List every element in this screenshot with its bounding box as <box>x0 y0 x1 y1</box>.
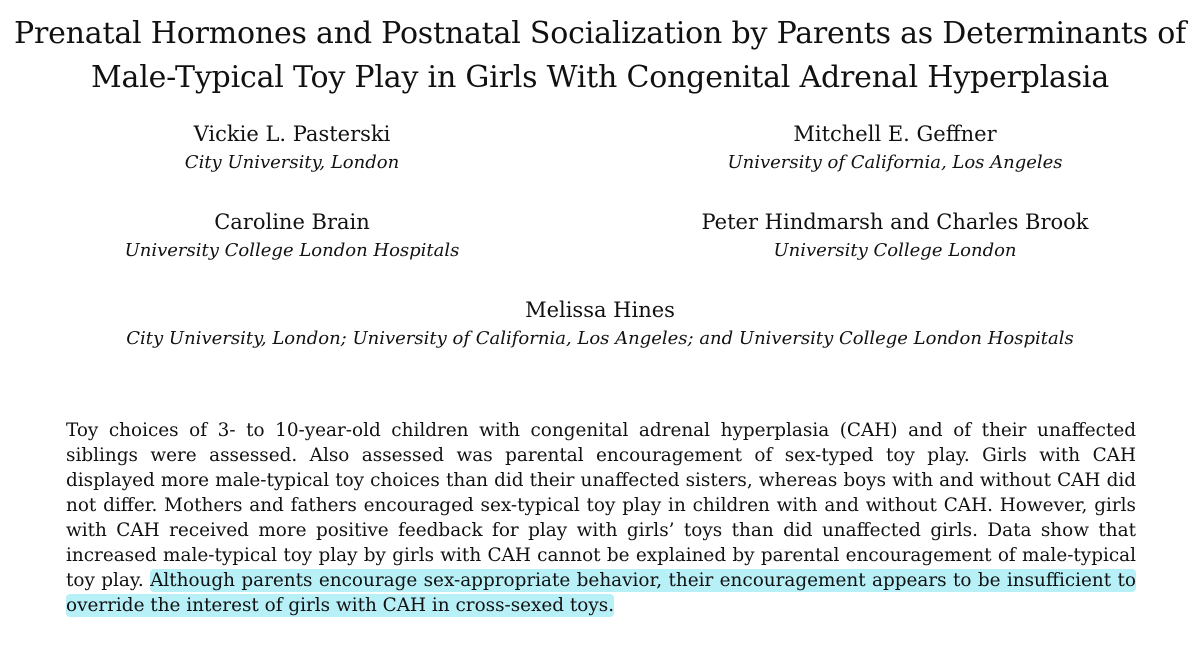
author-name: Melissa Hines <box>525 298 675 322</box>
author-block-geffner <box>655 119 1135 177</box>
author-name: Peter Hindmarsh and Charles Brook <box>701 210 1089 234</box>
author-name: Vickie L. Pasterski <box>193 122 391 146</box>
paper-title <box>0 12 1200 100</box>
abstract-highlighted-text[interactable]: Although parents encourage sex-appropriate behavior, their encouragement appears to be insufficient to override the interest of girls with CAH in cross-sexed toys. <box>66 570 1136 616</box>
paper-title-line-1: Prenatal Hormones and Postnatal Socialization by Parents as Determinants of <box>13 16 1186 51</box>
author-affiliation: University College London Hospitals <box>124 240 460 261</box>
author-affiliation: City University, London <box>184 152 400 173</box>
author-block-pasterski <box>52 119 532 177</box>
author-affiliation: University of California, Los Angeles <box>727 152 1063 173</box>
author-name: Mitchell E. Geffner <box>793 122 997 146</box>
author-affiliation: City University, London; University of California, Los Angeles; and University College London Hospitals <box>126 328 1074 349</box>
author-name: Caroline Brain <box>214 210 370 234</box>
author-block-hines <box>0 295 1200 353</box>
abstract-text: Toy choices of 3- to 10-year-old children with congenital adrenal hyperplasia (CAH) and of their unaffected siblings were assessed. Also assessed was parental encouragement of sex-typed toy play. Girls with CAH displayed more male-typical toy choices than did their unaffected sisters, whereas boys with and without CAH did not differ. Mothers and fathers encouraged sex-typical toy play in children with and without CAH. However, girls with CAH received more positive feedback for play with girls’ toys than did unaffected girls. Data show that increased male-typical toy play by girls with CAH cannot be explained by parental encouragement of male-typical toy play. <box>66 420 1136 591</box>
paper-title-line-2: Male-Typical Toy Play in Girls With Congenital Adrenal Hyperplasia <box>90 60 1110 95</box>
author-block-brain <box>52 207 532 265</box>
abstract <box>66 418 1136 618</box>
author-block-hindmarsh-brook <box>655 207 1135 265</box>
author-affiliation: University College London <box>773 240 1017 261</box>
